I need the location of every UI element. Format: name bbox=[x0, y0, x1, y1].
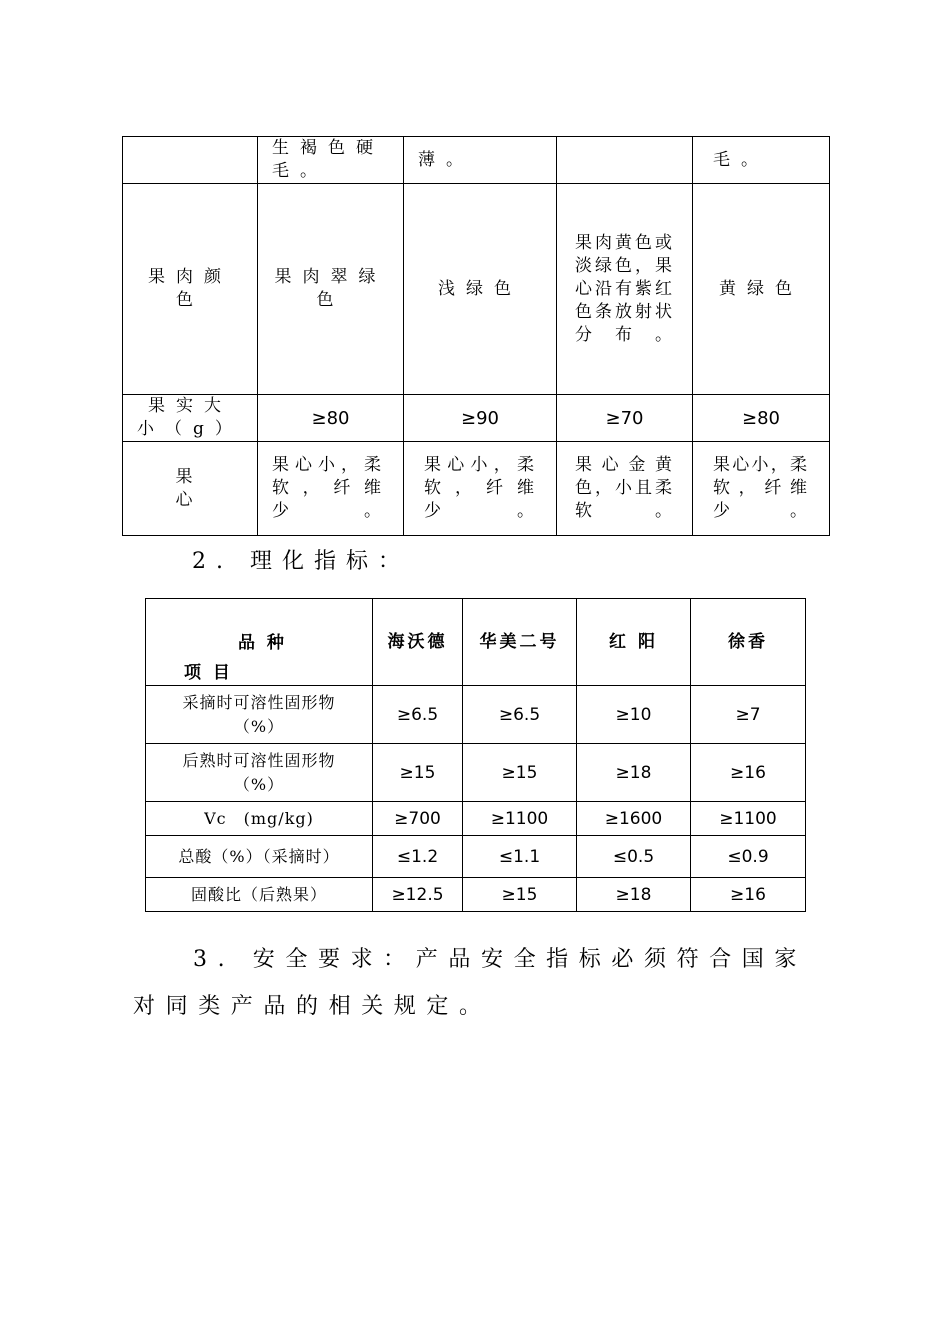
header-corner-cell bbox=[146, 599, 373, 686]
table-cell: ≥18 bbox=[577, 878, 691, 912]
table-cell: 生褐色硬毛。 bbox=[258, 137, 404, 184]
table-row bbox=[146, 744, 806, 802]
header-variety: 红 阳 bbox=[577, 599, 691, 686]
table-cell: ≥18 bbox=[577, 744, 691, 802]
row-item: 采摘时可溶性固形物（%） bbox=[146, 686, 373, 744]
section-heading-physicochemical: 2. 理化指标： bbox=[192, 549, 410, 574]
table-cell: ≥1100 bbox=[463, 802, 577, 836]
table-cell: ≥90 bbox=[404, 395, 557, 442]
row-label-fruit-size: 果实大小（g） bbox=[123, 395, 258, 442]
row-item: 后熟时可溶性固形物（%） bbox=[146, 744, 373, 802]
table-row bbox=[123, 442, 830, 536]
header-variety: 徐香 bbox=[691, 599, 806, 686]
header-item-label: 项 目 bbox=[184, 663, 233, 683]
row-item: 总酸（%）（采摘时） bbox=[146, 836, 373, 878]
table-cell: ≥15 bbox=[463, 744, 577, 802]
table-cell: ≥12.5 bbox=[373, 878, 463, 912]
table-cell: ≥16 bbox=[691, 744, 806, 802]
table-row bbox=[146, 878, 806, 912]
table-cell bbox=[557, 137, 693, 184]
row-item: 固酸比（后熟果） bbox=[146, 878, 373, 912]
fruit-traits-table bbox=[122, 136, 830, 536]
table-cell: ≥15 bbox=[463, 878, 577, 912]
header-variety-label: 品 种 bbox=[238, 633, 287, 653]
table-cell: 黄绿色 bbox=[693, 184, 830, 395]
table-cell: ≥80 bbox=[693, 395, 830, 442]
table-cell: ≥16 bbox=[691, 878, 806, 912]
table-row bbox=[146, 802, 806, 836]
table-cell: ≥6.5 bbox=[463, 686, 577, 744]
table-row bbox=[123, 395, 830, 442]
table-cell: ≥700 bbox=[373, 802, 463, 836]
table-cell: 果肉黄色或淡绿色，果心沿有紫红色条放射状分布。 bbox=[557, 184, 693, 395]
table-cell: ≥80 bbox=[258, 395, 404, 442]
table-cell: ≥1600 bbox=[577, 802, 691, 836]
table-cell: ≥10 bbox=[577, 686, 691, 744]
table-cell bbox=[123, 137, 258, 184]
table-row bbox=[123, 184, 830, 395]
table-header-row bbox=[146, 599, 806, 686]
table-cell: 果心金黄色，小且柔软。 bbox=[557, 442, 693, 536]
table-cell: 浅绿色 bbox=[404, 184, 557, 395]
table-cell: ≥15 bbox=[373, 744, 463, 802]
table-cell: ≤0.9 bbox=[691, 836, 806, 878]
table-cell: ≥6.5 bbox=[373, 686, 463, 744]
table-cell: 薄。 bbox=[404, 137, 557, 184]
table-cell: ≤0.5 bbox=[577, 836, 691, 878]
table-row bbox=[146, 836, 806, 878]
safety-requirements-paragraph: 3. 安全要求：产品安全指标必须符合国家对同类产品的相关规定。 bbox=[133, 947, 807, 1019]
table-cell: 毛。 bbox=[693, 137, 830, 184]
row-item: Vc (mg/kg) bbox=[146, 802, 373, 836]
table-row bbox=[146, 686, 806, 744]
table-cell: ≥1100 bbox=[691, 802, 806, 836]
table-cell: ≤1.2 bbox=[373, 836, 463, 878]
row-label-core: 果心 bbox=[123, 442, 258, 536]
physicochemical-table bbox=[145, 598, 806, 912]
table-cell: ≥70 bbox=[557, 395, 693, 442]
table-cell: ≤1.1 bbox=[463, 836, 577, 878]
table-cell: 果心小，柔软，纤维少。 bbox=[258, 442, 404, 536]
row-label-flesh-color: 果肉颜色 bbox=[123, 184, 258, 395]
table-cell: 果心小，柔软，纤维少。 bbox=[404, 442, 557, 536]
header-variety: 海沃德 bbox=[373, 599, 463, 686]
header-variety: 华美二号 bbox=[463, 599, 577, 686]
table-cell: 果心小，柔软，纤维少。 bbox=[693, 442, 830, 536]
table-row bbox=[123, 137, 830, 184]
table-cell: ≥7 bbox=[691, 686, 806, 744]
table-cell: 果肉翠绿色 bbox=[258, 184, 404, 395]
